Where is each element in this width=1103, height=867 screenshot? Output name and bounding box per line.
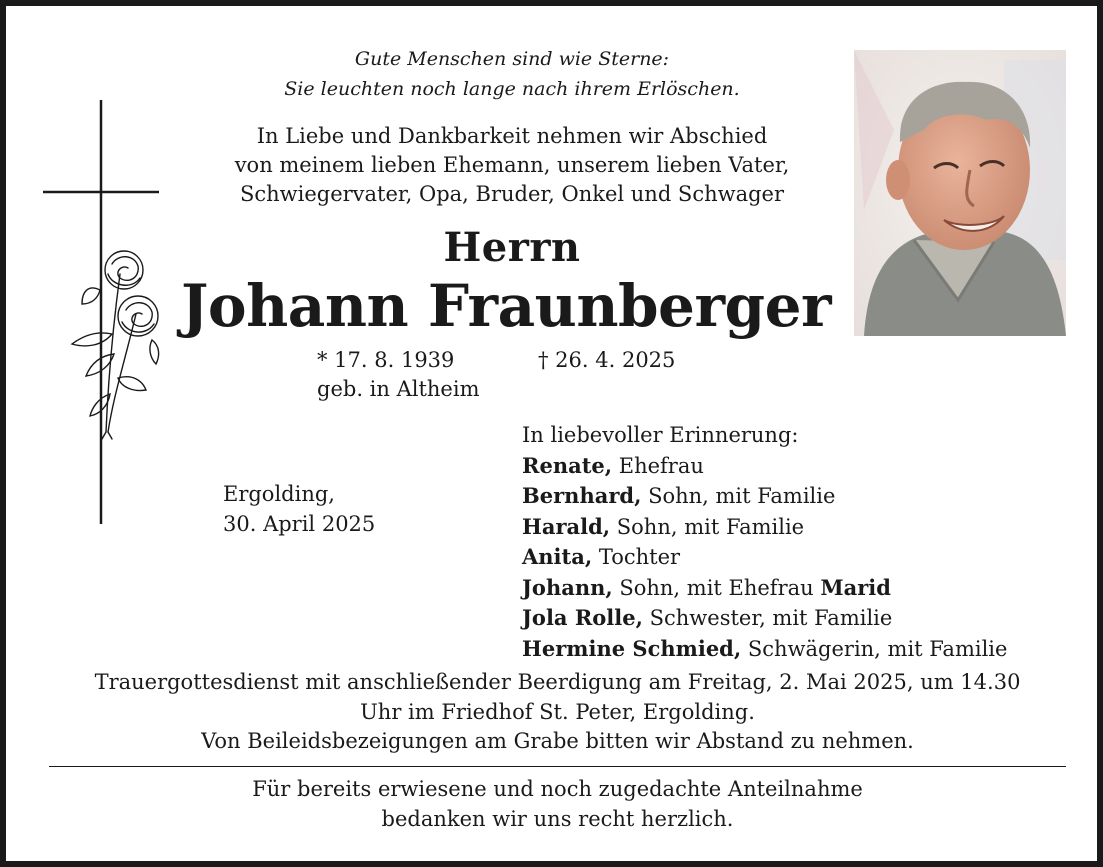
mourner-relation: Sohn, mit Familie — [641, 484, 836, 508]
intro-line-3: Schwiegervater, Opa, Bruder, Onkel und Schwager — [239, 182, 785, 206]
service-line-1: Trauergottesdienst mit anschließender Beerdigung am Freitag, 2. Mai 2025, um 14.30 — [94, 670, 1021, 694]
intro-text — [162, 122, 862, 209]
salutation: Herrn — [443, 224, 581, 271]
intro-line-1: In Liebe und Dankbarkeit nehmen wir Abschied — [256, 124, 768, 148]
mourner-row — [522, 634, 1007, 665]
mourner-row — [522, 451, 1007, 482]
service-info — [26, 668, 1089, 757]
mourner-row — [522, 573, 1007, 604]
mourner-relation: Sohn, mit Familie — [610, 514, 805, 539]
thanks-text — [26, 775, 1089, 834]
mourner-name: Renate, — [522, 452, 613, 478]
mourner-row — [522, 512, 1007, 543]
service-line-3: Von Beileidsbezeigungen am Grabe bitten wir Abstand zu nehmen. — [201, 729, 914, 753]
mourner-name: Johann, — [522, 574, 613, 600]
mourner-relation: Schwester, mit Familie — [642, 606, 893, 630]
intro-line-2: von meinem lieben Ehemann, unserem lieben Vater, — [234, 153, 790, 177]
mourner-relation: Schwägerin, mit Familie — [741, 636, 1008, 661]
mourners-list — [522, 421, 1007, 664]
mourner-relation: Tochter — [592, 545, 681, 569]
mourner-name: Anita, — [522, 544, 593, 569]
quote — [162, 44, 862, 104]
birth-date: * 17. 8. 1939 — [317, 348, 455, 372]
mourner-spouse-name: Marid — [820, 574, 891, 600]
place: Ergolding, — [223, 482, 335, 506]
deceased-name: Johann Fraunberger — [180, 272, 832, 340]
mourners-heading: In liebevoller Erinnerung: — [522, 423, 799, 447]
divider — [49, 766, 1066, 767]
quote-line-1: Gute Menschen sind wie Sterne: — [354, 48, 670, 70]
date: 30. April 2025 — [223, 512, 376, 536]
death-date: † 26. 4. 2025 — [538, 348, 676, 372]
birthplace: geb. in Altheim — [317, 377, 480, 401]
mourner-relation: Ehefrau — [612, 453, 704, 478]
mourner-name: Jola Rolle, — [522, 605, 643, 630]
portrait-photo — [854, 50, 1066, 336]
service-line-2: Uhr im Friedhof St. Peter, Ergolding. — [360, 699, 755, 724]
mourner-row — [522, 481, 1007, 512]
mourner-name: Harald, — [522, 513, 611, 539]
mourner-relation: Sohn, mit Ehefrau — [612, 575, 821, 600]
thanks-line-1: Für bereits erwiesene und noch zugedachte Anteilnahme — [252, 777, 863, 801]
mourner-row — [522, 542, 1007, 573]
mourner-name: Bernhard, — [522, 483, 642, 508]
quote-line-2: Sie leuchten noch lange nach ihrem Erlöschen. — [284, 78, 740, 100]
mourner-name: Hermine Schmied, — [522, 635, 742, 661]
mourner-row — [522, 603, 1007, 634]
thanks-line-2: bedanken wir uns recht herzlich. — [381, 806, 734, 831]
